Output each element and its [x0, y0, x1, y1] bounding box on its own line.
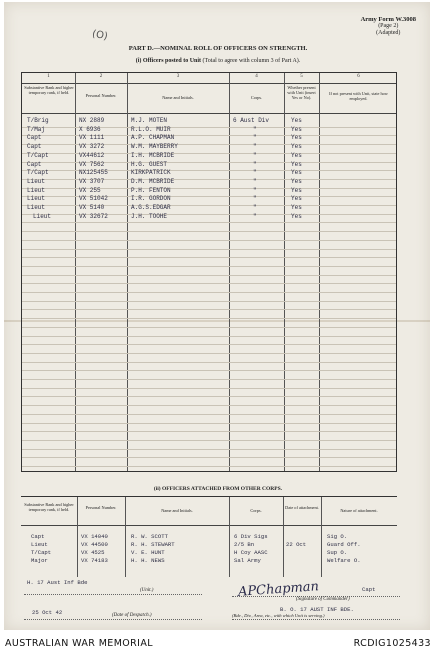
header-rank: Substantive Rank and higher temporary rank, if held. [24, 85, 74, 95]
cell-number: VX 14040 [81, 533, 108, 540]
cell-number: VX 44500 [81, 541, 108, 548]
bde-label: (Bde., Div., Area, etc., with which Unit is serving.) [232, 613, 325, 618]
ruled-line [22, 405, 396, 406]
archive-name: AUSTRALIAN WAR MEMORIAL [5, 638, 153, 649]
form-page: (Page 2) [378, 23, 399, 29]
cell-date: 22 Oct [286, 541, 307, 548]
header-present: Whether present with Unit (insert Yes or No). [287, 85, 316, 100]
cell-rank: Lieut [27, 204, 46, 211]
cell-name: A.G.S.EDGAR [131, 204, 171, 211]
table-row [21, 161, 397, 170]
cell-corps: 6 Div Sigs [234, 533, 268, 540]
form-identifier [361, 16, 416, 37]
ruled-line [22, 362, 396, 363]
table-row [21, 117, 397, 126]
col-number: 6 [357, 74, 360, 79]
cell-name: I.H. MCBRIDE [131, 151, 175, 159]
cell-present: Yes [291, 204, 302, 211]
cell-corps: " [253, 125, 257, 133]
cell-rank: T/Capt [27, 151, 49, 159]
cell-corps: " [253, 151, 257, 159]
cell-name: P.H. FENTON [131, 186, 171, 194]
form-adapted: (Adapted) [376, 30, 401, 36]
cell-corps: " [253, 177, 257, 185]
cell-name: H. H. NEWS [131, 557, 165, 564]
cell-present: Yes [291, 151, 302, 159]
header-personal-number: Personal Number. [85, 93, 117, 98]
image-credits [0, 636, 436, 652]
table-row [21, 169, 397, 178]
ruled-line [22, 370, 396, 371]
cell-nature: Sup O. [327, 549, 348, 556]
cell-present: Yes [291, 143, 302, 151]
table-row [21, 557, 397, 565]
cell-corps: " [253, 169, 257, 177]
cell-present: Yes [291, 134, 302, 142]
part-subtitle [0, 58, 436, 64]
unit-typed: H. 17 Aust Inf Bde [27, 579, 88, 586]
cell-number: VX44612 [79, 151, 105, 159]
cell-name: M.J. MOTEN [131, 117, 168, 124]
ruled-line [22, 318, 396, 319]
cell-name: I.R. GORDON [131, 195, 171, 203]
ruled-line [22, 266, 396, 267]
table-row [21, 187, 397, 196]
ruled-line [22, 301, 396, 302]
cell-rank: Lieut [27, 195, 46, 203]
ruled-line [22, 257, 396, 258]
header-rank: Substantive Rank and higher temporary rank, if held. [24, 502, 74, 512]
commander-signature: APChapman [237, 579, 320, 600]
signature-suffix: Capt [362, 586, 376, 593]
cell-present: Yes [291, 169, 302, 177]
unit-label: (Unit.) [140, 588, 154, 593]
col-number: 2 [99, 74, 103, 79]
cell-rank: Lieut [33, 212, 52, 220]
form-number: Army Form W.3008 [360, 16, 416, 23]
cell-present: Yes [291, 125, 302, 133]
header-name: Name and Initials. [161, 508, 193, 513]
cell-number: VX 5140 [79, 204, 105, 211]
ruled-line [22, 222, 396, 223]
header-name: Name and Initials. [162, 95, 194, 100]
table-row [21, 178, 397, 187]
cell-number: VX 7562 [79, 160, 105, 168]
cell-present: Yes [291, 177, 302, 185]
cell-present: Yes [291, 160, 302, 168]
cell-number: VX 51042 [79, 195, 108, 203]
ruled-line [22, 457, 396, 458]
ruled-line [22, 449, 396, 450]
ruled-line [22, 440, 396, 441]
despatch-typed: 25 Oct 42 [32, 609, 63, 616]
signature-label: (Signature of Commander) [296, 597, 350, 602]
cell-corps: " [253, 160, 257, 168]
cell-rank: Capt [27, 134, 42, 142]
cell-corps: Sal Army [234, 557, 261, 564]
cell-rank: T/Brig [27, 117, 49, 124]
cell-name: R. H. STEWART [131, 541, 175, 548]
ruled-line [22, 396, 396, 397]
cell-number: VX 1111 [79, 134, 105, 142]
bde-typed: B. O. 17 AUST INF BDE. [280, 606, 354, 613]
cell-corps: " [253, 143, 257, 151]
cell-rank: Capt [27, 143, 42, 151]
ruled-line [22, 249, 396, 250]
cell-nature: Sig O. [327, 533, 348, 540]
cell-corps: H Coy AASC [234, 549, 268, 556]
cell-number: VX 3272 [79, 143, 105, 151]
cell-corps: " [253, 195, 257, 203]
cell-corps: " [253, 212, 257, 220]
ruled-line [22, 423, 396, 424]
cell-name: R. W. SCOTT [131, 533, 168, 540]
cell-present: Yes [291, 117, 302, 124]
table-row [21, 195, 397, 204]
ruled-line [22, 353, 396, 354]
header-corps: Corps. [250, 95, 263, 100]
ruled-line [22, 388, 396, 389]
cell-number: NX125455 [79, 169, 108, 177]
cell-name: A.P. CHAPMAN [131, 134, 175, 142]
table-row [21, 541, 397, 549]
unit-line [24, 594, 202, 595]
bde-line [232, 619, 400, 620]
cell-name: W.M. MAYBERRY [131, 143, 178, 151]
cell-rank: T/Capt [31, 549, 52, 556]
table-row [21, 549, 397, 557]
cell-rank: Lieut [31, 541, 48, 548]
cell-name: R.L.O. MUIR [131, 125, 171, 133]
table-row [21, 143, 397, 152]
cell-name: KIRKPATRICK [131, 169, 171, 177]
cell-number: NX 2889 [79, 117, 105, 124]
header-employment: If not present with Unit, state how employed. [329, 91, 388, 101]
cell-rank: Lieut [27, 186, 46, 194]
ruled-line [22, 292, 396, 293]
ruled-line [22, 336, 396, 337]
ruled-line [22, 466, 396, 467]
header-date-attachment: Date of attachment. [285, 505, 319, 510]
cell-rank: Major [31, 557, 48, 564]
header-personal-number: Personal Number. [85, 505, 117, 510]
pencil-note: (O) [91, 28, 109, 43]
ruled-line [22, 231, 396, 232]
cell-present: Yes [291, 186, 302, 194]
cell-corps: 6 Aust Div [233, 117, 270, 124]
ruled-line [22, 309, 396, 310]
cell-number: VX 255 [79, 186, 101, 194]
cell-present: Yes [291, 212, 302, 220]
cell-rank: Capt [31, 533, 45, 540]
section-2-title: (ii) OFFICERS ATTACHED FROM OTHER CORPS. [153, 486, 283, 492]
cell-name: D.M. MCBRIDE [131, 177, 175, 185]
ruled-line [22, 344, 396, 345]
col-number: 5 [300, 74, 303, 79]
ruled-line [22, 414, 396, 415]
cell-name: J.H. TOOHE [131, 212, 168, 220]
ruled-line [22, 240, 396, 241]
cell-corps: " [253, 204, 257, 211]
header-corps: Corps. [250, 508, 262, 513]
cell-number: VX 3707 [79, 177, 105, 185]
cell-present: Yes [291, 195, 302, 203]
ruled-line [22, 283, 396, 284]
col-number: 4 [255, 74, 258, 79]
cell-rank: T/Maj [27, 125, 46, 133]
part-title: PART D.—NOMINAL ROLL OF OFFICERS ON STRENGTH. [128, 45, 308, 52]
cell-number: VX 32672 [79, 212, 108, 220]
table-row [21, 134, 397, 143]
col-number: 1 [47, 74, 50, 79]
cell-name: H.G. GUEST [131, 160, 168, 168]
ruled-line [22, 431, 396, 432]
ruled-line [22, 379, 396, 380]
cell-corps: " [253, 186, 257, 194]
cell-number: VX 4525 [81, 549, 105, 556]
subtitle-rest: (Total to agree with column 3 of Part A). [201, 58, 301, 64]
ruled-line [22, 275, 396, 276]
cell-corps: " [253, 134, 257, 142]
cell-number: X 6936 [79, 125, 101, 133]
cell-corps: 2/5 Bn [234, 541, 255, 548]
cell-name: V. E. HUNT [131, 549, 165, 556]
cell-rank: T/Capt [27, 169, 49, 177]
despatch-line [24, 619, 202, 620]
cell-nature: Welfare O. [327, 557, 361, 564]
table-row [21, 204, 397, 213]
archive-reference: RCDIG1025433 [353, 638, 431, 649]
despatch-label: (Date of Despatch.) [112, 613, 152, 618]
table-row [21, 533, 397, 541]
subtitle-bold: (i) Officers posted to Unit [135, 58, 202, 64]
col-number: 3 [176, 74, 180, 79]
header-nature-attachment: Nature of attachment. [340, 508, 378, 513]
table-row [21, 126, 397, 135]
cell-nature: Guard Off. [327, 541, 361, 548]
cell-number: VX 74183 [81, 557, 108, 564]
table-row [21, 152, 397, 161]
ruled-line [22, 327, 396, 328]
table-row [21, 213, 397, 222]
cell-rank: Capt [27, 160, 42, 168]
cell-rank: Lieut [27, 177, 46, 185]
